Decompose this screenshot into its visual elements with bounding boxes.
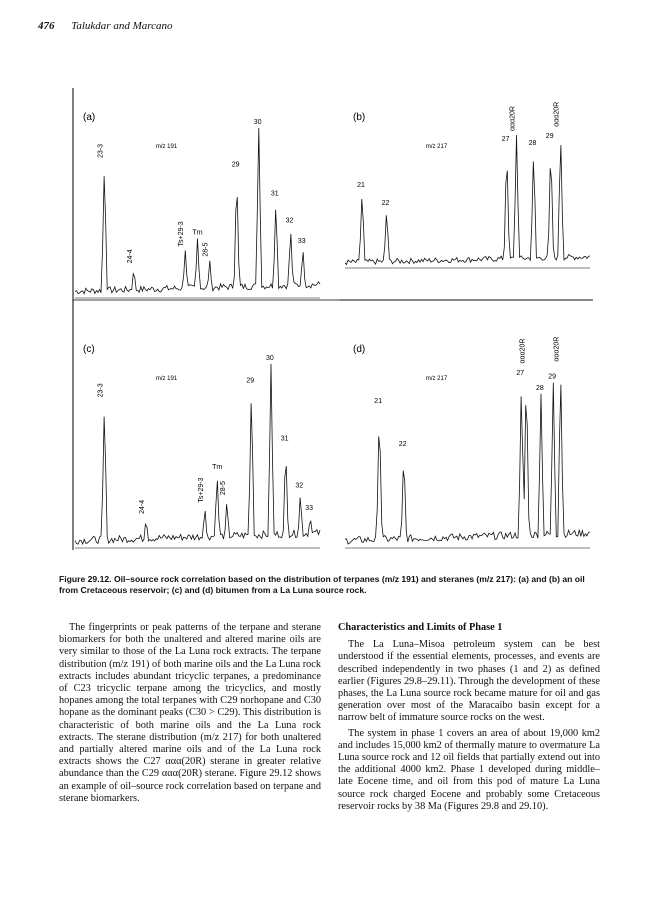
- mz-label-1: m/z 191: [155, 144, 178, 150]
- peak-label-1-6: 29: [231, 161, 240, 169]
- chromatogram-trace-1: [75, 128, 320, 294]
- left-paragraph-1: The fingerprints or peak patterns of the terpane and sterane biomarkers for both the unaltered and altered marine oils are very similar to those of the La Luna rock extracts. The terpane distribution (m/z 191) of both marine oils and the La Luna rock extracts includes abundant tricyclic terpanes, a predominance of C23 tricyclic terpane among the tricyclics, and mostly hopanes among the total terpanes with C29 norhopane and C30 hopane as the dominant peaks (C30 > C29). This distribution is characteristic of both marine oils and the La Luna rock extracts. The sterane distribution (m/z 217) for both unaltered and partially altered marine oils and of the La Luna rock extracts shows the C27 ααα(20R) sterane in greater relative abundance than the C29 ααα(20R) sterane. Figure 29.12 shows an example of oil–source rock correlation based on terpane and sterane biomarkers.: [59, 622, 321, 804]
- chromatogram-trace-3: [75, 364, 320, 544]
- peak-label-2-4: ααα20R: [509, 106, 517, 131]
- panel-label-3: (c): [83, 344, 95, 355]
- peak-label-1-5: 28-5: [202, 242, 210, 257]
- caption-label: Figure 29.12.: [59, 574, 112, 584]
- peak-label-1-3: Ts+29-3: [178, 221, 186, 247]
- mz-label-4: m/z 217: [425, 376, 448, 382]
- panel-label-4: (d): [353, 344, 366, 355]
- peak-label-3-4: Tm: [212, 463, 223, 471]
- peak-label-2-3: 27: [501, 135, 510, 143]
- peak-label-3-8: 31: [280, 435, 289, 443]
- peak-label-3-2: 24-4: [139, 499, 147, 514]
- peak-label-1-8: 31: [270, 190, 279, 198]
- section-heading: Characteristics and Limits of Phase 1: [338, 622, 503, 633]
- caption-text: Oil–source rock correlation based on the distribution of terpanes (m/z 191) and steranes (m/z 217): (a) and (b) an oil from Cretaceous reservoir; (c) and (d) bitumen from a La Luna source rock.: [59, 574, 585, 595]
- peak-label-3-1: 23-3: [97, 383, 105, 398]
- peak-label-3-6: 29: [246, 377, 255, 385]
- panel-label-1: (a): [83, 112, 96, 123]
- peak-label-3-3: Ts+29-3: [197, 477, 205, 503]
- peak-label-3-7: 30: [266, 354, 274, 362]
- peak-label-1-1: 23-3: [97, 143, 105, 158]
- peak-label-1-2: 24-4: [126, 249, 134, 264]
- peak-label-1-7: 30: [253, 119, 262, 126]
- peak-label-4-5: 28: [536, 384, 544, 392]
- peak-label-1-4: Tm: [192, 229, 203, 237]
- left-column: [59, 622, 321, 808]
- page-number: 476: [38, 20, 55, 32]
- peak-label-2-1: 21: [357, 182, 365, 189]
- right-paragraph-1: The La Luna–Misoa petroleum system can be best understood if the essential elements, processes, and events are described independently in two phases (1 and 2) as defined earlier (Figures 29.8–29.11). Through the development of these phases, the La Luna source rock became mature for oil and gas generation over most of the Maracaibo basin except for a narrow belt of immature source rocks on the west.: [338, 639, 600, 724]
- chromatogram-trace-4: [345, 383, 590, 544]
- peak-label-3-5: 28-5: [219, 481, 227, 496]
- peak-label-3-9: 32: [295, 482, 304, 490]
- chromatogram-figure: [55, 78, 595, 568]
- right-column: [338, 622, 600, 816]
- peak-label-1-9: 32: [285, 217, 294, 225]
- peak-label-4-4: ααα20R: [519, 338, 527, 364]
- mz-label-2: m/z 217: [425, 144, 448, 150]
- peak-label-4-3: 27: [516, 369, 525, 377]
- running-header: [38, 20, 173, 32]
- right-paragraph-2: The system in phase 1 covers an area of about 19,000 km2 and includes 15,000 km2 of thermally mature to overmature La Luna source rock and 12 oil fields that partially extend out into the additional 4000 km2. Phase 1 developed during middle–late Eocene time, and oil from this pod of mature La Luna source rock charged Eocene and probably some Cretaceous reservoir rocks by 38 Ma (Figures 29.8 and 29.10).: [338, 727, 600, 812]
- mz-label-3: m/z 191: [155, 376, 178, 382]
- figure-caption: [59, 574, 599, 596]
- peak-label-3-10: 33: [305, 505, 313, 513]
- running-authors: Talukdar and Marcano: [71, 20, 173, 32]
- peak-label-1-10: 33: [297, 238, 306, 245]
- peak-label-2-7: ααα20R: [553, 101, 561, 127]
- peak-label-2-5: 28: [528, 140, 537, 147]
- panel-label-2: (b): [353, 112, 366, 123]
- chromatogram-svg: [55, 78, 595, 568]
- peak-label-4-2: 22: [398, 441, 407, 449]
- peak-label-4-1: 21: [374, 398, 383, 405]
- peak-label-4-7: ααα20R: [553, 336, 561, 362]
- peak-label-2-2: 22: [381, 200, 390, 208]
- peak-label-4-6: 29: [548, 373, 557, 381]
- peak-label-2-6: 29: [545, 133, 554, 140]
